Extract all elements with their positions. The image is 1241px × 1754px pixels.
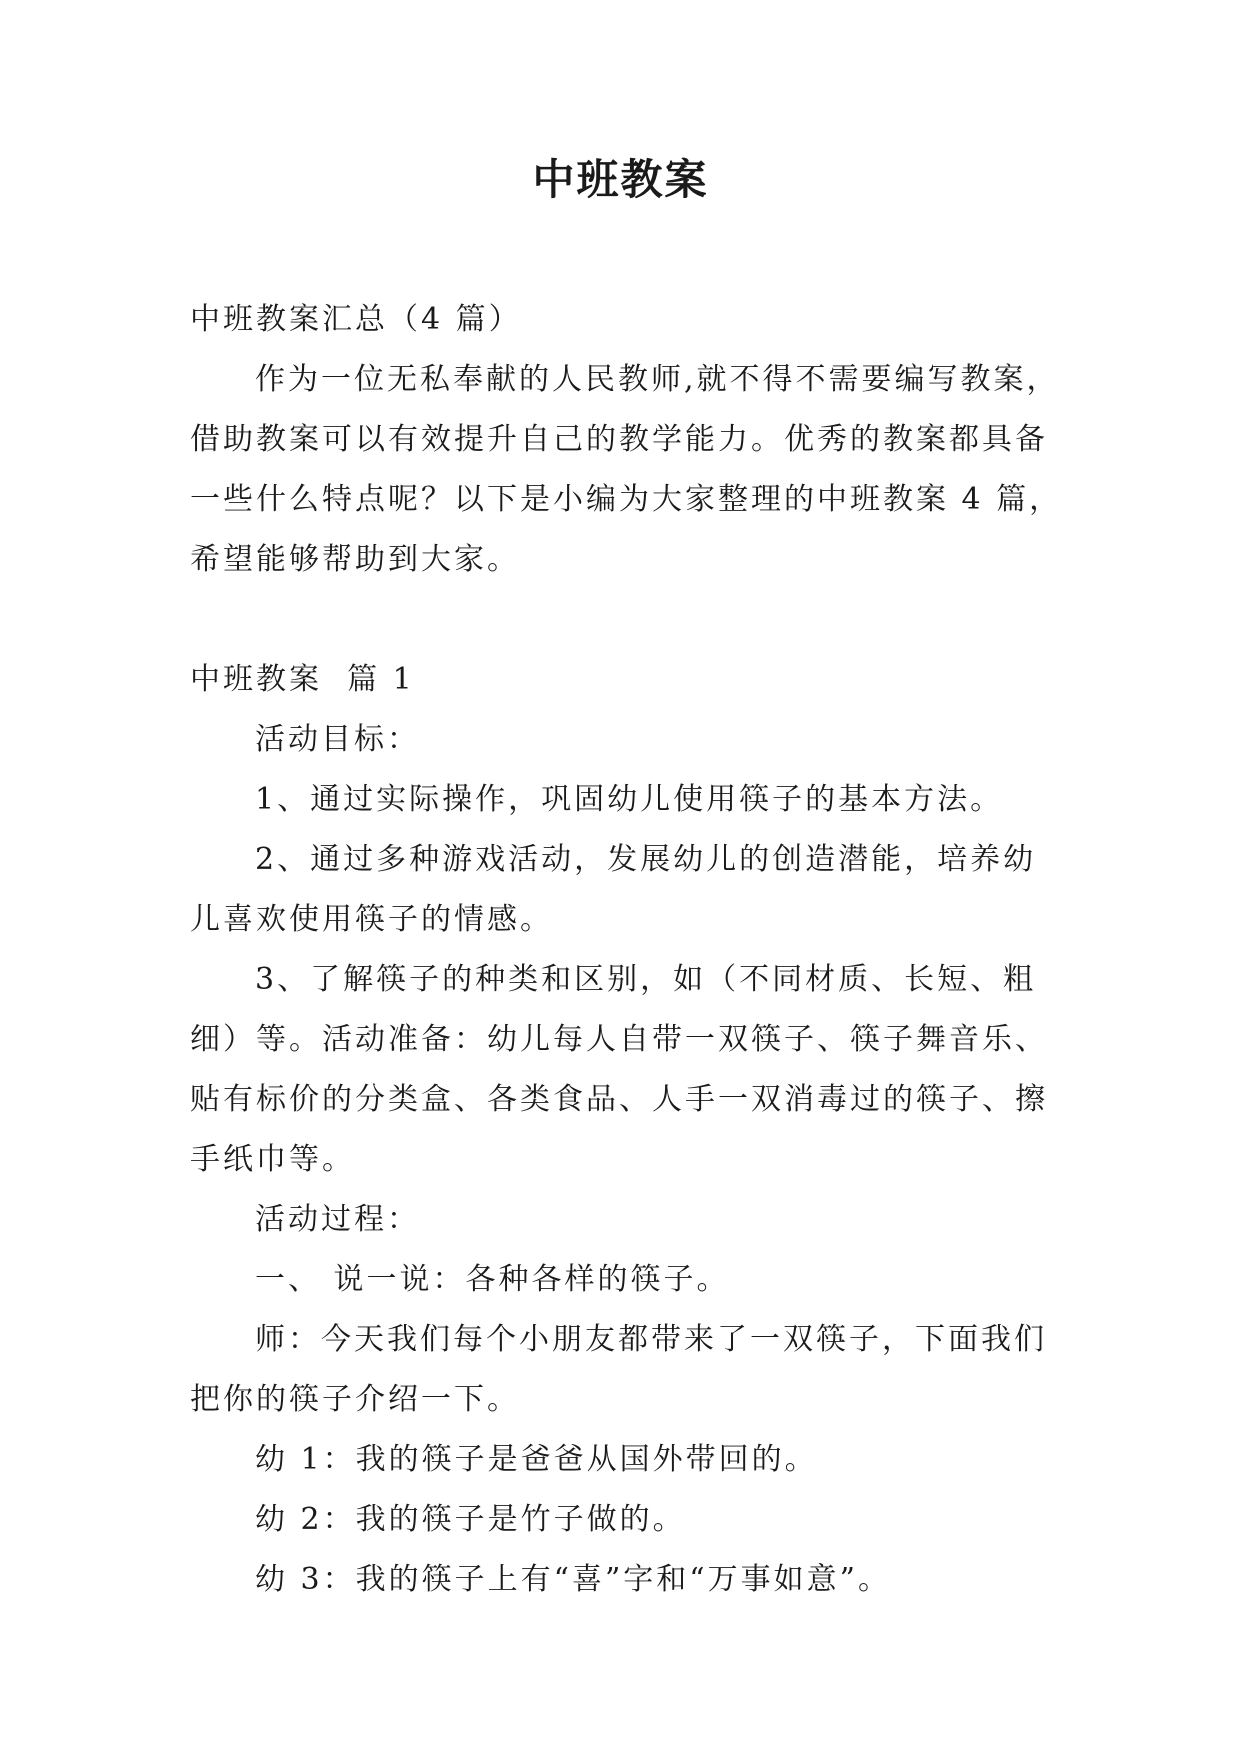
intro-line: 借助教案可以有效提升自己的教学能力。优秀的教案都具备 <box>190 422 1048 457</box>
intro-line: 一些什么特点呢？以下是小编为大家整理的中班教案 4 篇， <box>190 482 1063 517</box>
dialogue-child: 幼 2：我的筷子是竹子做的。 <box>255 1502 686 1537</box>
document-title: 中班教案 <box>532 155 709 204</box>
paragraph-gap <box>190 590 1050 650</box>
process-heading: 活动过程： <box>255 1202 420 1237</box>
process-step: 一、 说一说：各种各样的筷子。 <box>255 1262 730 1297</box>
goal-heading: 活动目标： <box>255 722 420 757</box>
dialogue-child: 幼 1：我的筷子是爸爸从国外带回的。 <box>255 1442 818 1477</box>
document-body <box>190 290 1063 1610</box>
goal-item: 1、通过实际操作，巩固幼儿使用筷子的基本方法。 <box>255 782 1004 817</box>
dialogue-teacher: 师：今天我们每个小朋友都带来了一双筷子，下面我们 <box>255 1322 1047 1357</box>
intro-line: 作为一位无私奉献的人民教师,就不得不需要编写教案， <box>255 362 1060 397</box>
goal-item-continued: 细）等。活动准备：幼儿每人自带一双筷子、筷子舞音乐、 <box>190 1022 1048 1057</box>
goal-item-continued: 儿喜欢使用筷子的情感。 <box>190 902 553 937</box>
document-subtitle: 中班教案汇总（4 篇） <box>190 302 522 337</box>
section-heading: 中班教案 篇 1 <box>190 662 415 697</box>
goal-item-continued: 贴有标价的分类盒、各类食品、人手一双消毒过的筷子、擦 <box>190 1082 1048 1117</box>
intro-line: 希望能够帮助到大家。 <box>190 542 520 577</box>
dialogue-teacher-continued: 把你的筷子介绍一下。 <box>190 1382 520 1417</box>
goal-item-continued: 手纸巾等。 <box>190 1142 355 1177</box>
goal-item: 3、了解筷子的种类和区别，如（不同材质、长短、粗 <box>255 962 1037 997</box>
dialogue-child: 幼 3：我的筷子上有“喜”字和“万事如意”。 <box>255 1562 891 1597</box>
goal-item: 2、通过多种游戏活动，发展幼儿的创造潜能，培养幼 <box>255 842 1037 877</box>
